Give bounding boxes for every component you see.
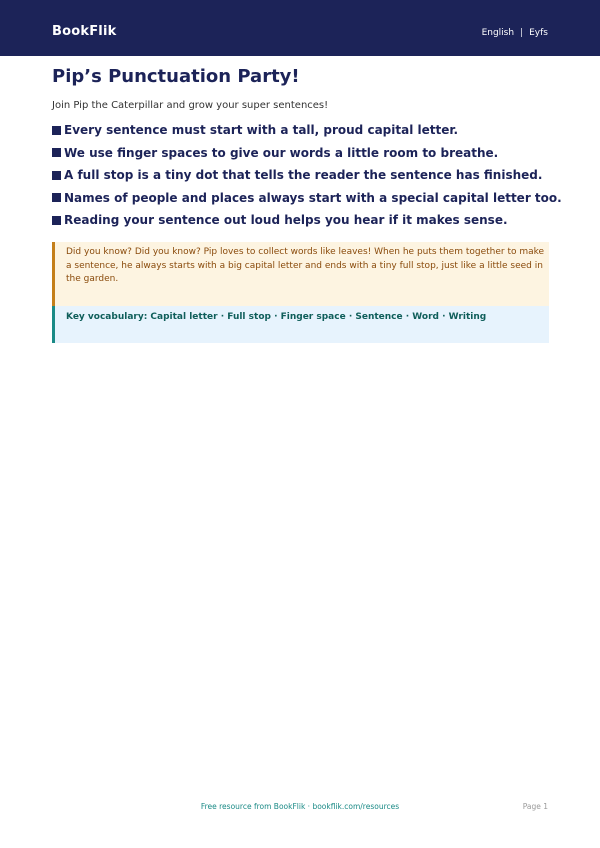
list-item	[52, 121, 562, 139]
header-meta	[482, 27, 548, 39]
intro-text: Join Pip the Caterpillar and grow your super sentences!	[52, 100, 329, 111]
key-vocabulary-text: Key vocabulary: Capital letter · Full stop · Finger space · Sentence · Word · Writing	[66, 312, 487, 322]
square-bullet-icon	[52, 171, 61, 180]
square-bullet-icon	[52, 193, 61, 202]
list-item-text: Names of people and places always start with a special capital letter too.	[64, 190, 562, 205]
list-item-text: A full stop is a tiny dot that tells the reader the sentence has finished.	[64, 168, 543, 182]
did-you-know-box	[52, 242, 549, 306]
square-bullet-icon	[52, 148, 61, 157]
list-item	[52, 189, 562, 207]
meta-separator: |	[520, 28, 524, 38]
page-title: Pip’s Punctuation Party!	[52, 66, 300, 87]
header-bar	[0, 0, 600, 56]
key-points-list	[52, 121, 562, 234]
did-you-know-text: Did you know? Did you know? Pip loves to collect words like leaves! When he puts them together to make a sentence, he always starts with a big capital letter and ends with a tiny full stop, just like a little seed in the garden.	[66, 247, 545, 284]
square-bullet-icon	[52, 126, 61, 135]
key-vocabulary-box	[52, 306, 549, 343]
page-number: Page 1	[522, 802, 548, 811]
list-item	[52, 211, 562, 229]
subject-label: English	[481, 28, 515, 38]
list-item-text: Every sentence must start with a tall, proud capital letter.	[64, 123, 459, 137]
square-bullet-icon	[52, 216, 61, 225]
list-item	[52, 144, 562, 162]
list-item-text: Reading your sentence out loud helps you hear if it makes sense.	[64, 213, 508, 227]
list-item	[52, 166, 562, 184]
level-label: Eyfs	[529, 28, 548, 38]
list-item-text: We use finger spaces to give our words a little room to breathe.	[64, 145, 499, 160]
brand-logo[interactable]: BookFlik	[52, 24, 117, 39]
footer-credit[interactable]: Free resource from BookFlik · bookflik.com/resources	[200, 802, 400, 811]
